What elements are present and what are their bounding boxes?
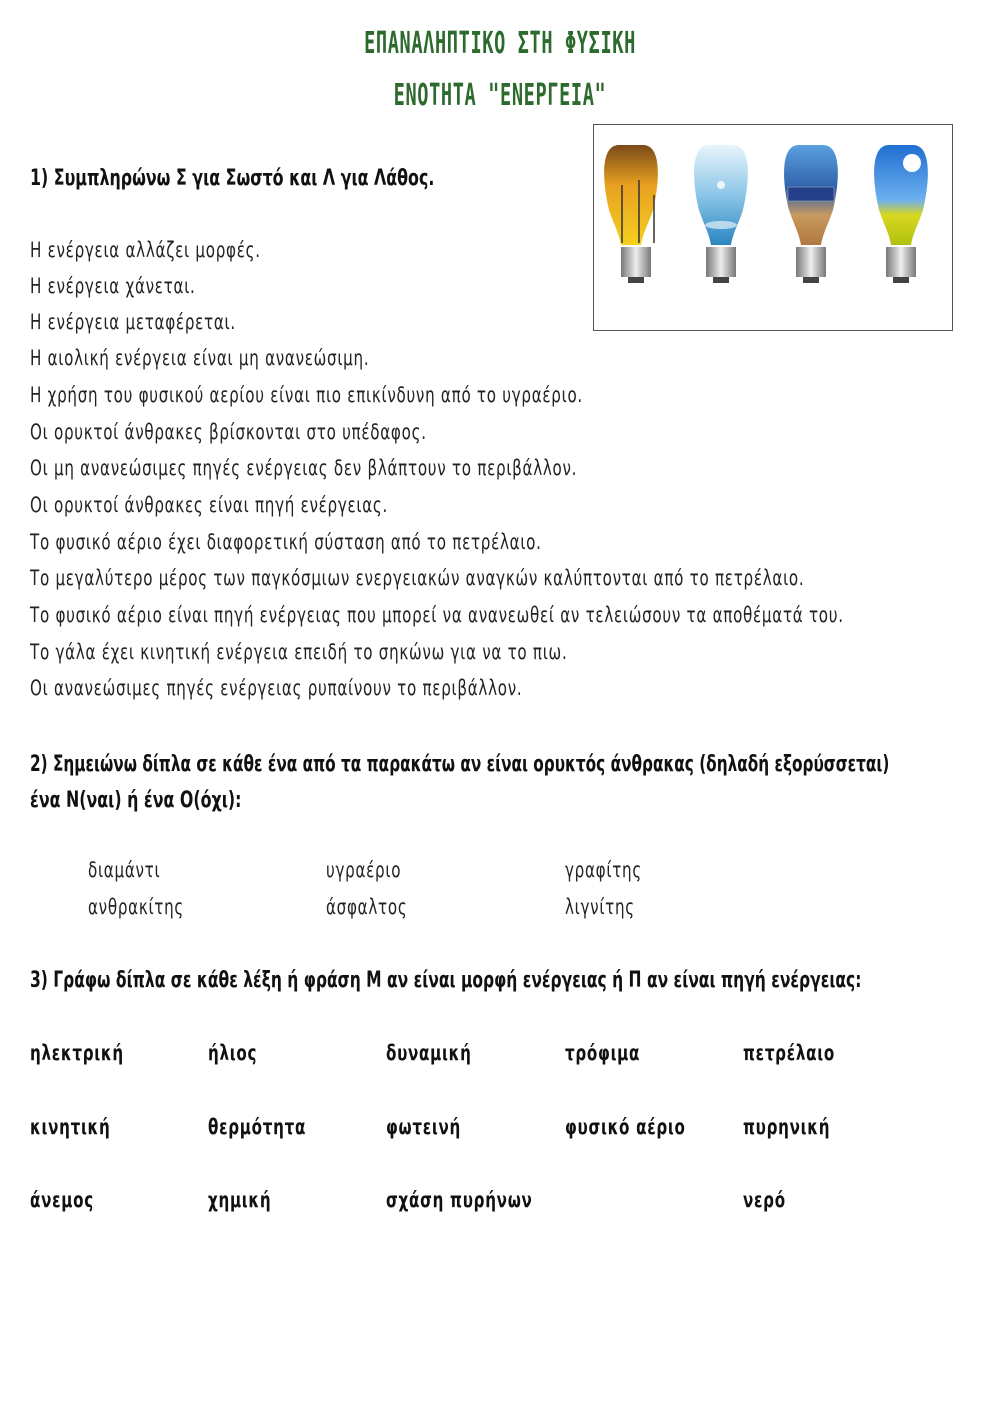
statement-1: Η ενέργεια αλλάζει μορφές. [30,238,261,262]
wind-bulb-icon [604,145,658,283]
statement-10: Το μεγαλύτερο μέρος των παγκόσμιων ενεργειακών αναγκών καλύπτονται από το πετρέλαιο. [30,566,805,590]
section3-word: νερό [743,1188,786,1212]
section3-word: φυσικό αέριο [565,1115,686,1139]
statement-9: Το φυσικό αέριο έχει διαφορετική σύσταση από το πετρέλαιο. [30,530,542,554]
energy-bulbs-image [593,124,953,331]
section2-word: διαμάντι [88,858,161,882]
section2-word: ανθρακίτης [88,895,185,919]
section2-heading-line1: 2) Σημειώνω δίπλα σε κάθε ένα από τα παρακάτω αν είναι ορυκτός άνθρακας (δηλαδή εξορύσσεται) [30,752,890,777]
statement-13: Οι ανανεώσιμες πηγές ενέργειας ρυπαίνουν το περιβάλλον. [30,676,523,700]
statement-4: Η αιολική ενέργεια είναι μη ανανεώσιμη. [30,346,370,370]
section3-word: δυναμική [386,1041,472,1065]
section2-heading-line2: ένα Ν(ναι) ή ένα Ο(όχι): [30,788,242,813]
section3-word: άνεμος [30,1188,94,1212]
statement-7: Οι μη ανανεώσιμες πηγές ενέργειας δεν βλάπτουν το περιβάλλον. [30,456,578,480]
statement-2: Η ενέργεια χάνεται. [30,274,196,298]
section3-heading: 3) Γράφω δίπλα σε κάθε λέξη ή φράση Μ αν είναι μορφή ενέργειας ή Π αν είναι πηγή ενέργειας: [30,968,862,993]
statement-12: Το γάλα έχει κινητική ενέργεια επειδή το σηκώνω για να το πιω. [30,640,568,664]
section3-word: θερμότητα [208,1115,307,1139]
section1-heading: 1) Συμπληρώνω Σ για Σωστό και Λ για Λάθος. [30,166,435,191]
section2-word: λιγνίτης [565,895,635,919]
section2-word: άσφαλτος [326,895,408,919]
statement-6: Οι ορυκτοί άνθρακες βρίσκονται στο υπέδαφος. [30,420,427,444]
sun-field-bulb-icon [874,145,928,283]
section3-word: ηλεκτρική [30,1041,124,1065]
section3-word: τρόφιμα [565,1041,641,1065]
water-bulb-icon [694,145,748,283]
section3-word: πυρηνική [743,1115,831,1139]
statement-5: Η χρήση του φυσικού αερίου είναι πιο επικίνδυνη από το υγραέριο. [30,383,583,407]
statement-3: Η ενέργεια μεταφέρεται. [30,310,236,334]
section2-word: υγραέριο [326,858,402,882]
section3-word: πετρέλαιο [743,1041,835,1065]
statement-11: Το φυσικό αέριο είναι πηγή ενέργειας που μπορεί να ανανεωθεί αν τελειώσουν τα αποθέματά του. [30,603,844,627]
section3-word: σχάση πυρήνων [386,1188,533,1212]
worksheet-title: ΕΠΑΝΑΛΗΠΤΙΚΟ ΣΤΗ ΦΥΣΙΚΗ [364,26,636,61]
section3-word: ήλιος [208,1041,258,1065]
section3-word: χημική [208,1188,272,1212]
solar-bulb-icon [784,145,838,283]
worksheet-subtitle: ΕΝΟΤΗΤΑ "ΕΝΕΡΓΕΙΑ" [393,78,607,113]
statement-8: Οι ορυκτοί άνθρακες είναι πηγή ενέργειας. [30,493,389,517]
section3-word: κινητική [30,1115,111,1139]
section2-word: γραφίτης [565,858,642,882]
section3-word: φωτεινή [386,1115,462,1139]
